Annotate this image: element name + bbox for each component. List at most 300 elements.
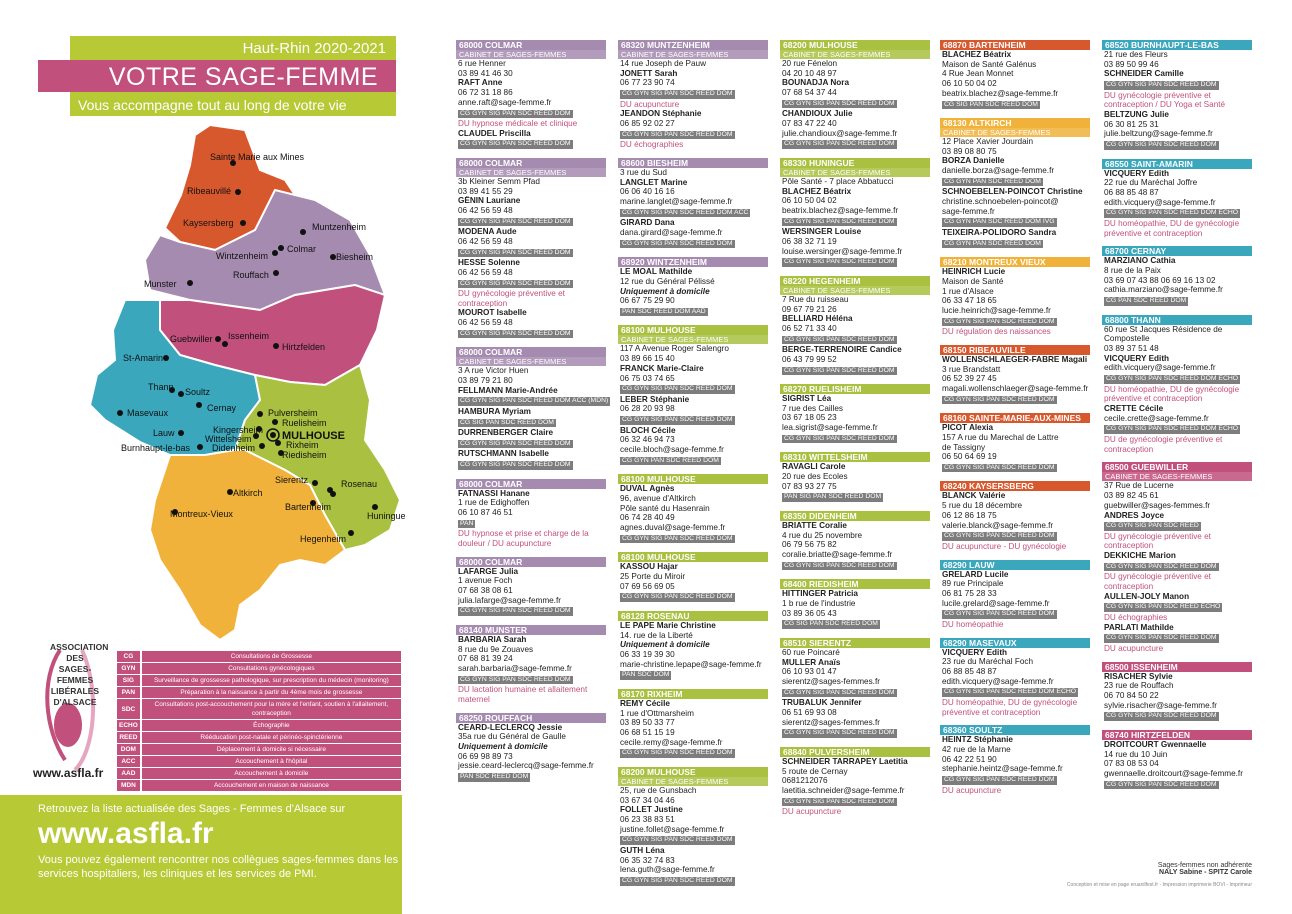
- entry-line: 06 74 28 40 49: [620, 513, 675, 523]
- entry-line: laetitia.schneider@sage-femme.fr: [782, 785, 905, 795]
- map-town-label: Guebwiller: [170, 334, 213, 344]
- services-tag: CG GYN SIG PAN SDC REED DOM: [944, 532, 1055, 540]
- directory-entry: [780, 638, 930, 739]
- entry-line: edith.vicquery@sage-femme.fr: [1104, 363, 1216, 373]
- page-title: VOTRE SAGE-FEMME: [38, 60, 396, 92]
- map-town-label: Pulversheim: [268, 408, 318, 418]
- entry-specialty: DU homéopathie, DU de gynécologie préventive et contraception: [942, 697, 1078, 717]
- entry-specialty: DU régulation des naissances: [942, 327, 1051, 337]
- directory-entry: [1102, 159, 1252, 239]
- entry-line: lucie.heinrich@sage-femme.fr: [942, 305, 1051, 315]
- entry-line: 4 Rue Jean Monnet: [942, 69, 1014, 79]
- legend-desc: Rééducation post-natale et périnéo-spinctérienne: [141, 732, 401, 744]
- entry-line: 12 rue du Général Pélissé: [620, 276, 715, 286]
- entry-city-header: 68290 MASEVAUX: [940, 638, 1090, 648]
- midwife-name: BELTZUNG Julie: [1104, 110, 1169, 120]
- entry-specialty: DU gynécologie préventive et contraception: [1104, 572, 1211, 592]
- legend-desc: Accouchement à l'hôpital: [141, 756, 401, 768]
- entry-line: 03 69 07 43 88 06 69 16 13 02: [1104, 275, 1216, 285]
- services-tag-row: [618, 88, 768, 100]
- entry-line: 06 79 56 75 82: [782, 540, 837, 550]
- banner-url-link[interactable]: www.asfla.fr: [38, 817, 214, 850]
- directory-entry: [940, 40, 1090, 110]
- services-tag-row: [456, 459, 606, 471]
- directory-entry: [780, 40, 930, 150]
- entry-line: 06 43 79 99 52: [782, 354, 837, 364]
- entry-line: 06 42 56 59 48: [458, 206, 513, 216]
- legend-desc: Échographie: [141, 720, 401, 732]
- legend-code: SIG: [117, 675, 141, 687]
- services-tag-row: [618, 414, 768, 426]
- entry-line: 07 83 93 27 75: [782, 481, 837, 491]
- entry-line: 06 52 71 33 40: [782, 323, 837, 333]
- map-town-label: Altkirch: [233, 488, 263, 498]
- logo-url-link[interactable]: www.asfla.fr: [33, 766, 104, 780]
- print-credit: Conception et mise en page eruanilfest.fr - Impression imprimerie BOVI - Imprimeur: [1066, 882, 1252, 888]
- entry-line: Compostelle: [1104, 334, 1150, 344]
- entry-line: 3 A rue Victor Huen: [458, 366, 529, 376]
- services-tag: CG GYN PAN SDC REED DOM: [622, 456, 719, 464]
- midwife-name: CRETTE Cécile: [1104, 404, 1164, 414]
- entry-line: 0681212076: [782, 776, 828, 786]
- services-tag-row: [456, 395, 609, 407]
- directory-entry: [780, 579, 930, 630]
- services-tag: CG GYN SIG PAN SDC REED DOM: [784, 217, 895, 225]
- entry-line: christine.schnoebelen-poincot@: [942, 197, 1059, 207]
- map-town-label: Hegenheim: [300, 534, 347, 544]
- services-tag: CG GYN SIG PAN SDC REED DOM: [1106, 562, 1217, 570]
- map-town-label: Ribeauvillé: [187, 186, 232, 196]
- entry-city-header: 68140 MUNSTER: [456, 625, 606, 635]
- entry-city-header: 68000 COLMAR: [456, 158, 606, 168]
- entry-line: edith.vicquery@sage-femme.fr: [942, 676, 1054, 686]
- entry-line: 03 89 50 33 77: [620, 718, 675, 728]
- services-tag: CG GYN SIG PAN SDC REED DOM: [622, 385, 733, 393]
- map-town-label: Munster: [144, 279, 177, 289]
- entry-specialty: DU homéopathie: [942, 619, 1004, 629]
- services-tag: CG GYN SIG PAN SDC REED DOM: [460, 461, 571, 469]
- midwife-name: BORZA Danielle: [942, 156, 1005, 166]
- midwife-name: WERSINGER Louise: [782, 227, 862, 237]
- entry-line: dana.girard@sage-femme.fr: [620, 227, 723, 237]
- entry-line: 06 75 03 74 65: [620, 373, 675, 383]
- entry-line: 6 rue Henner: [458, 59, 506, 68]
- entry-line: 06 06 40 16 16: [620, 187, 675, 197]
- directory-entry: [940, 638, 1090, 718]
- entry-line: 06 72 31 18 86: [458, 88, 513, 98]
- entry-line: justine.follet@sage-femme.fr: [620, 824, 725, 834]
- entry-line: 23 rue de Rouffach: [1104, 681, 1174, 691]
- services-tag: CG GYN SIG PAN SDC REED DOM: [460, 248, 571, 256]
- services-tag: CG GYN SIG PAN SDC REED DOM: [460, 439, 571, 447]
- entry-city-header: 68840 PULVERSHEIM: [780, 747, 930, 757]
- services-tag-row: [618, 238, 768, 250]
- services-tag: CG GYN SIG PAN SDC REED DOM: [622, 416, 733, 424]
- services-tag: CG GYN SIG PAN SDC REED DOM: [622, 239, 733, 247]
- midwife-name: BELLIARD Héléna: [782, 314, 853, 324]
- entry-line: 06 33 47 18 65: [942, 296, 997, 306]
- services-tag-row: [456, 216, 606, 228]
- directory-entry: [1102, 662, 1252, 722]
- services-tag-row: [1102, 79, 1252, 91]
- map-town-label: Colmar: [287, 244, 317, 254]
- entry-specialty: DU acupuncture: [782, 807, 842, 817]
- entry-line: valerie.blanck@sage-femme.fr: [942, 520, 1054, 530]
- map-town-label: Montreux-Vieux: [170, 509, 233, 519]
- midwife-name: HEINRICH Lucie: [942, 267, 1006, 277]
- services-tag: CG GYN SIG PAN SDC REED DOM: [784, 99, 895, 107]
- services-tag: CG GYN SIG PAN SDC REED DOM ACC: [622, 208, 749, 216]
- directory-entry: [618, 767, 768, 887]
- midwife-name: LAFARGE Julia: [458, 566, 519, 576]
- midwife-name: REMY Cécile: [620, 698, 670, 708]
- services-tag-row: [940, 99, 1090, 111]
- map-town-label: Wittelsheim: [205, 434, 252, 444]
- entry-line: Pôle Santé - 7 place Abbatucci: [782, 176, 894, 186]
- entry-line: 7 rue des Cailles: [782, 403, 843, 413]
- non-member-names: NALY Sabine - SPITZ Carole: [1159, 869, 1252, 876]
- midwife-name: MARZIANO Cathia: [1104, 256, 1176, 266]
- services-tag: CG GYN SIG PAN SDC REED DOM: [622, 836, 733, 844]
- entry-specialty: DU hypnose et prise et charge de la douleur / DU acupuncture: [458, 529, 589, 548]
- entry-line: 06 42 22 51 90: [942, 754, 997, 764]
- services-tag-row: [618, 591, 768, 603]
- services-tag-row: [456, 438, 606, 450]
- entry-city-header: 68740 HIRTZFELDEN: [1102, 730, 1252, 740]
- entry-city-header: 68220 HEGENHEIM: [780, 276, 930, 286]
- legend-desc: Préparation à la naissance à partir du 4ème mois de grossesse: [141, 687, 401, 699]
- midwife-name: LE MOAL Mathilde: [620, 267, 693, 277]
- legend-code: MDN: [117, 780, 141, 792]
- entry-specialty: DU gynécologie préventive et contraception / DU Yoga et Santé: [1104, 90, 1226, 110]
- map-town-label: Cernay: [207, 403, 237, 413]
- entry-line: 06 23 38 83 51: [620, 815, 675, 825]
- services-tag-row: [1102, 423, 1252, 435]
- entry-line: 5 rue du 18 décembre: [942, 501, 1023, 511]
- entry-cabinet-label: CABINET DE SAGES-FEMMES: [456, 357, 606, 366]
- services-tag: CG GYN SIG PAN SDC REED DOM: [784, 140, 895, 148]
- entry-city-header: 68200 MULHOUSE: [780, 40, 930, 50]
- directory-entry: [780, 384, 930, 444]
- midwife-name: DURRENBERGER Claire: [458, 428, 554, 438]
- entry-line: guebwiller@sages-femmes.fr: [1104, 500, 1211, 510]
- services-tag: CG GYN SIG PAN SDC REED DOM: [944, 317, 1055, 325]
- map-town-label: Biesheim: [336, 252, 374, 262]
- directory-entry: [940, 481, 1090, 551]
- services-tag-row: [1102, 520, 1252, 532]
- services-tag-row: [456, 518, 606, 530]
- entry-line: 06 28 20 93 98: [620, 404, 675, 414]
- entry-line: 04 20 10 48 97: [782, 68, 837, 78]
- entry-specialty: DU de gynécologie préventive et contraception: [1104, 434, 1223, 454]
- legend-desc: Consultations post-accouchement pour la mère et l'enfant, soutien à l'allaitement, contraception: [141, 699, 401, 720]
- entry-line: 25, rue de Gunsbach: [620, 785, 697, 795]
- map-town-label: Lauw: [153, 428, 175, 438]
- map-town-label: St-Amarin: [123, 353, 164, 363]
- entry-cabinet-label: CABINET DE SAGES-FEMMES: [780, 168, 930, 177]
- directory-column: [618, 40, 768, 895]
- entry-line: 03 89 79 21 80: [458, 376, 513, 386]
- entry-line: 06 38 32 71 19: [782, 236, 837, 246]
- entry-line: agnes.duval@sage-femme.fr: [620, 523, 726, 533]
- services-tag-row: [1102, 207, 1252, 219]
- entry-city-header: 68920 WINTZENHEIM: [618, 257, 768, 267]
- entry-line: 12 Place Xavier Jourdain: [942, 137, 1034, 147]
- services-tag-row: [456, 771, 606, 783]
- midwife-name: DUVAL Agnès: [620, 484, 675, 494]
- services-tag-row: [780, 365, 930, 377]
- services-tag-row: [1102, 561, 1252, 573]
- legend-code: ECHO: [117, 720, 141, 732]
- entry-city-header: 68330 HUNINGUE: [780, 158, 930, 168]
- midwife-name: BLACHEZ Béatrix: [942, 50, 1012, 59]
- legend-code: CG: [117, 651, 141, 663]
- services-tag: CG GYN SIG PAN SDC REED DOM: [784, 797, 895, 805]
- entry-line: 03 89 36 05 43: [782, 608, 837, 618]
- directory-entry: [1102, 315, 1252, 455]
- legend-code: DOM: [117, 744, 141, 756]
- entry-city-header: 68100 MULHOUSE: [618, 474, 768, 484]
- services-tag: CG GYN SIG PAN SDC REED DOM: [784, 561, 895, 569]
- entry-specialty: DU acupuncture: [620, 99, 680, 109]
- midwife-name: BOUNADJA Nora: [782, 78, 850, 88]
- services-tag-row: [456, 138, 606, 150]
- entry-city-header: 68520 BURNHAUPT-LE-BAS: [1102, 40, 1252, 50]
- midwife-name: AULLEN-JOLY Manon: [1104, 591, 1190, 601]
- entry-line: magali.wollenschlaeger@sage-femme.fr: [942, 383, 1089, 393]
- entry-city-header: 68150 RIBEAUVILLE: [940, 345, 1090, 355]
- directory-entry: [1102, 40, 1252, 151]
- services-tag-row: [618, 875, 768, 887]
- services-tag-row: [780, 560, 930, 572]
- entry-line: 42 rue de la Marne: [942, 744, 1011, 754]
- midwife-name: RUTSCHMANN Isabelle: [458, 449, 549, 459]
- entry-city-header: 68160 SAINTE-MARIE-AUX-MINES: [940, 413, 1090, 423]
- map-town-label: Wintzenheim: [216, 251, 269, 261]
- services-tag: CG GYN SIG PAN SDC REED: [1106, 522, 1199, 530]
- midwife-name: JEANDON Stéphanie: [620, 109, 702, 119]
- directory-entry: [618, 689, 768, 759]
- midwife-name: HESSE Solenne: [458, 258, 520, 268]
- entry-line: Pôle santé du Hasenrain: [620, 503, 710, 513]
- entry-home-only: Uniquement à domicile: [620, 286, 710, 296]
- entry-specialty: DU gynécologie préventive et contraception: [1104, 531, 1211, 551]
- entry-line: 09 67 79 21 26: [782, 304, 837, 314]
- midwife-name: MOUROT Isabelle: [458, 308, 527, 318]
- entry-line: 06 68 51 15 19: [620, 728, 675, 738]
- services-tag: CG GYN SIG PAN SDC REED DOM: [460, 140, 571, 148]
- entry-line: 25 Porte du Miroir: [620, 572, 686, 581]
- services-tag-row: [780, 491, 930, 503]
- directory-entry: [618, 552, 768, 603]
- services-tag: CG GYN SIG PAN SDC REED DOM: [460, 607, 571, 615]
- directory-entry: [940, 560, 1090, 630]
- entry-line: marie-christine.lepape@sage-femme.fr: [620, 659, 762, 669]
- directory-entry: [1102, 730, 1252, 790]
- entry-line: 06 70 84 50 22: [1104, 690, 1159, 700]
- entry-city-header: 68500 GUEBWILLER: [1102, 462, 1252, 472]
- entry-line: 03 89 37 51 48: [1104, 344, 1159, 354]
- services-tag: CG GYN SIG PAN SDC REED DOM: [784, 434, 895, 442]
- midwife-name: HITTINGER Patricia: [782, 589, 858, 599]
- entry-line: sierentz@sages-femmes.fr: [782, 717, 880, 727]
- entry-cabinet-label: CABINET DE SAGES-FEMMES: [940, 128, 1090, 137]
- mulhouse-dot: [270, 432, 276, 438]
- services-tag-row: [1102, 601, 1252, 613]
- services-tag: PAN: [460, 519, 474, 527]
- haut-rhin-map: [85, 120, 415, 660]
- entry-city-header: 68000 COLMAR: [456, 40, 606, 50]
- entry-city-header: 68870 BARTENHEIM: [940, 40, 1090, 50]
- entry-line: 60 rue Poincaré: [782, 647, 840, 657]
- entry-line: 07 83 08 53 04: [1104, 759, 1159, 769]
- entry-line: 60 rue St Jacques Résidence de: [1104, 324, 1223, 334]
- legend-code: REED: [117, 732, 141, 744]
- services-tag-row: [780, 256, 930, 268]
- entry-city-header: 68500 ISSENHEIM: [1102, 662, 1252, 672]
- midwife-name: WOLLENSCHLAEGER-FABRE Magali: [942, 354, 1088, 364]
- entry-line: 1 rue d'Ottmarsheim: [620, 708, 694, 718]
- entry-line: 3 rue Brandstatt: [942, 364, 1001, 374]
- services-tag-row: [780, 433, 930, 445]
- services-tag: CG GYN SIG PAN SDC REED DOM: [784, 688, 895, 696]
- entry-cabinet-label: CABINET DE SAGES-FEMMES: [456, 168, 606, 177]
- midwife-name: RISACHER Sylvie: [1104, 671, 1173, 681]
- directory-entry: [780, 747, 930, 817]
- services-tag-row: [618, 306, 768, 318]
- legend-row: [117, 756, 401, 768]
- directory-entry: [1102, 246, 1252, 306]
- midwife-name: DROITCOURT Gwennaelle: [1104, 739, 1207, 749]
- map-town-label: Rosenau: [341, 479, 378, 489]
- directory-entry: [618, 40, 768, 150]
- services-tag-row: [940, 686, 1090, 698]
- entry-specialty: DU gynécologie préventive et contraception: [458, 289, 565, 308]
- midwife-name: BLANCK Valérie: [942, 491, 1006, 501]
- entry-specialty: DU acupuncture - DU gynécologie: [942, 541, 1067, 551]
- midwife-name: PICOT Alexia: [942, 423, 994, 433]
- directory-entry: [940, 345, 1090, 405]
- services-tag: CG GYN SIG PAN SDC REED DOM ACC (MDN): [460, 397, 609, 405]
- midwife-name: FRANCK Marie-Claire: [620, 363, 704, 373]
- services-tag: CG GYN SIG PAN SDC REED DOM: [622, 130, 733, 138]
- services-tag-row: [780, 727, 930, 739]
- entry-line: sylvie.risacher@sage-femme.fr: [1104, 700, 1217, 710]
- region-year: Haut-Rhin 2020-2021: [70, 36, 396, 60]
- entry-cabinet-label: CABINET DE SAGES-FEMMES: [780, 286, 930, 295]
- entry-line: 06 42 56 59 48: [458, 236, 513, 246]
- entry-line: anne.raft@sage-femme.fr: [458, 97, 552, 107]
- legend-row: [117, 720, 401, 732]
- midwife-name: JONETT Sarah: [620, 68, 678, 78]
- entry-city-header: 68600 BIESHEIM: [618, 158, 768, 168]
- services-tag-row: [456, 417, 606, 429]
- midwife-name: FOLLET Justine: [620, 805, 683, 815]
- entry-line: 35a rue du Général de Gaulle: [458, 732, 566, 742]
- map-svg: [85, 120, 415, 660]
- services-tag: CG SIG PAN SDC REED DOM: [460, 418, 554, 426]
- legend-row: [117, 699, 401, 720]
- entry-specialty: DU homéopathie, DU de gynécologie préventive et contraception: [1104, 384, 1240, 404]
- legend-row: [117, 744, 401, 756]
- entry-line: 1 avenue Foch: [458, 576, 513, 586]
- entry-line: 06 88 85 48 87: [1104, 188, 1159, 198]
- directory-column: [940, 40, 1090, 803]
- services-tag: CG GYN SIG PAN SDC REED DOM: [460, 279, 571, 287]
- entry-line: 06 32 46 94 73: [620, 435, 675, 445]
- entry-line: 7 Rue du ruisseau: [782, 294, 849, 304]
- entry-line: 3 rue du Sud: [620, 167, 667, 177]
- directory-entry: [940, 118, 1090, 249]
- services-tag: CG GYN SIG PAN SDC REED DOM: [460, 675, 571, 683]
- entry-cabinet-label: CABINET DE SAGES-FEMMES: [456, 50, 606, 59]
- entry-line: 03 67 18 05 23: [782, 413, 837, 423]
- map-town-label: Hirtzfelden: [282, 342, 326, 352]
- services-tag: CG GYN SIG PAN SDC REED DOM: [944, 776, 1055, 784]
- entry-line: lea.sigrist@sage-femme.fr: [782, 423, 878, 433]
- directory-entry: [456, 40, 606, 150]
- entry-line: 06 12 86 18 75: [942, 510, 997, 520]
- entry-city-header: 68400 RIEDISHEIM: [780, 579, 930, 589]
- entry-line: 1 rue de Edighoffen: [458, 498, 530, 508]
- midwife-name: VICQUERY Edith: [942, 647, 1008, 657]
- association-name: ASSOCIATION DES SAGES-FEMMES LIBÉRALES D'ALSACE: [50, 642, 109, 707]
- entry-line: 14 rue Joseph de Pauw: [620, 59, 707, 68]
- entry-cabinet-label: CABINET DE SAGES-FEMMES: [618, 777, 768, 786]
- services-tag: CG GYN SIG PAN SDC REED DOM: [784, 729, 895, 737]
- entry-line: 14 rue du 10 Juin: [1104, 749, 1168, 759]
- legend-code: AAD: [117, 768, 141, 780]
- entry-line: 06 50 64 69 19: [942, 452, 997, 462]
- midwife-name: HEINTZ Stéphanie: [942, 735, 1013, 745]
- directory-entry: [456, 347, 609, 470]
- entry-line: edith.vicquery@sage-femme.fr: [1104, 197, 1216, 207]
- services-tag-row: [780, 138, 930, 150]
- services-tag: PAN SDC DOM: [622, 671, 670, 679]
- entry-line: 06 85 92 02 27: [620, 119, 675, 129]
- midwife-name: RAFT Anne: [458, 78, 503, 88]
- entry-line: 06 67 75 29 90: [620, 296, 675, 306]
- services-tag-row: [456, 247, 606, 259]
- services-tag-row: [940, 462, 1090, 474]
- entry-city-header: 68200 MULHOUSE: [618, 767, 768, 777]
- map-town-label: Muntzenheim: [312, 222, 367, 232]
- entry-city-header: 68100 MULHOUSE: [618, 552, 768, 562]
- entry-line: 03 89 82 45 61: [1104, 491, 1159, 501]
- services-tag: CG GYN PAN SDC REED DOM: [944, 239, 1041, 247]
- midwife-name: GUTH Léna: [620, 845, 665, 855]
- midwife-name: MODENA Aude: [458, 227, 517, 237]
- entry-specialty: DU acupuncture: [942, 785, 1002, 795]
- directory-entry: [456, 158, 606, 339]
- midwife-name: PARLATI Mathilde: [1104, 622, 1174, 632]
- entry-line: 06 33 19 39 30: [620, 650, 675, 660]
- services-tag: CG GYN SIG PAN SDC REED DOM: [784, 366, 895, 374]
- directory-entry: [456, 625, 606, 705]
- legend-desc: Surveillance de grossesse pathologique, sur prescription du médecin (monitoring): [141, 675, 401, 687]
- services-tag: CG GYN SIG PAN SDC REED DOM: [784, 335, 895, 343]
- services-tag-row: [780, 796, 930, 808]
- legend-row: [117, 768, 401, 780]
- services-tag: CG GYN SIG PAN SDC REED DOM: [460, 217, 571, 225]
- services-tag: CG GYN SIG PAN SDC REED DOM: [460, 329, 571, 337]
- directory-column: [1102, 40, 1252, 798]
- services-tag-row: [618, 383, 768, 395]
- directory-entry: [456, 713, 606, 783]
- entry-city-header: 68550 SAINT-AMARIN: [1102, 159, 1252, 169]
- midwife-name: DEKKICHE Marion: [1104, 551, 1176, 561]
- map-town-label: Bartenheim: [285, 502, 332, 512]
